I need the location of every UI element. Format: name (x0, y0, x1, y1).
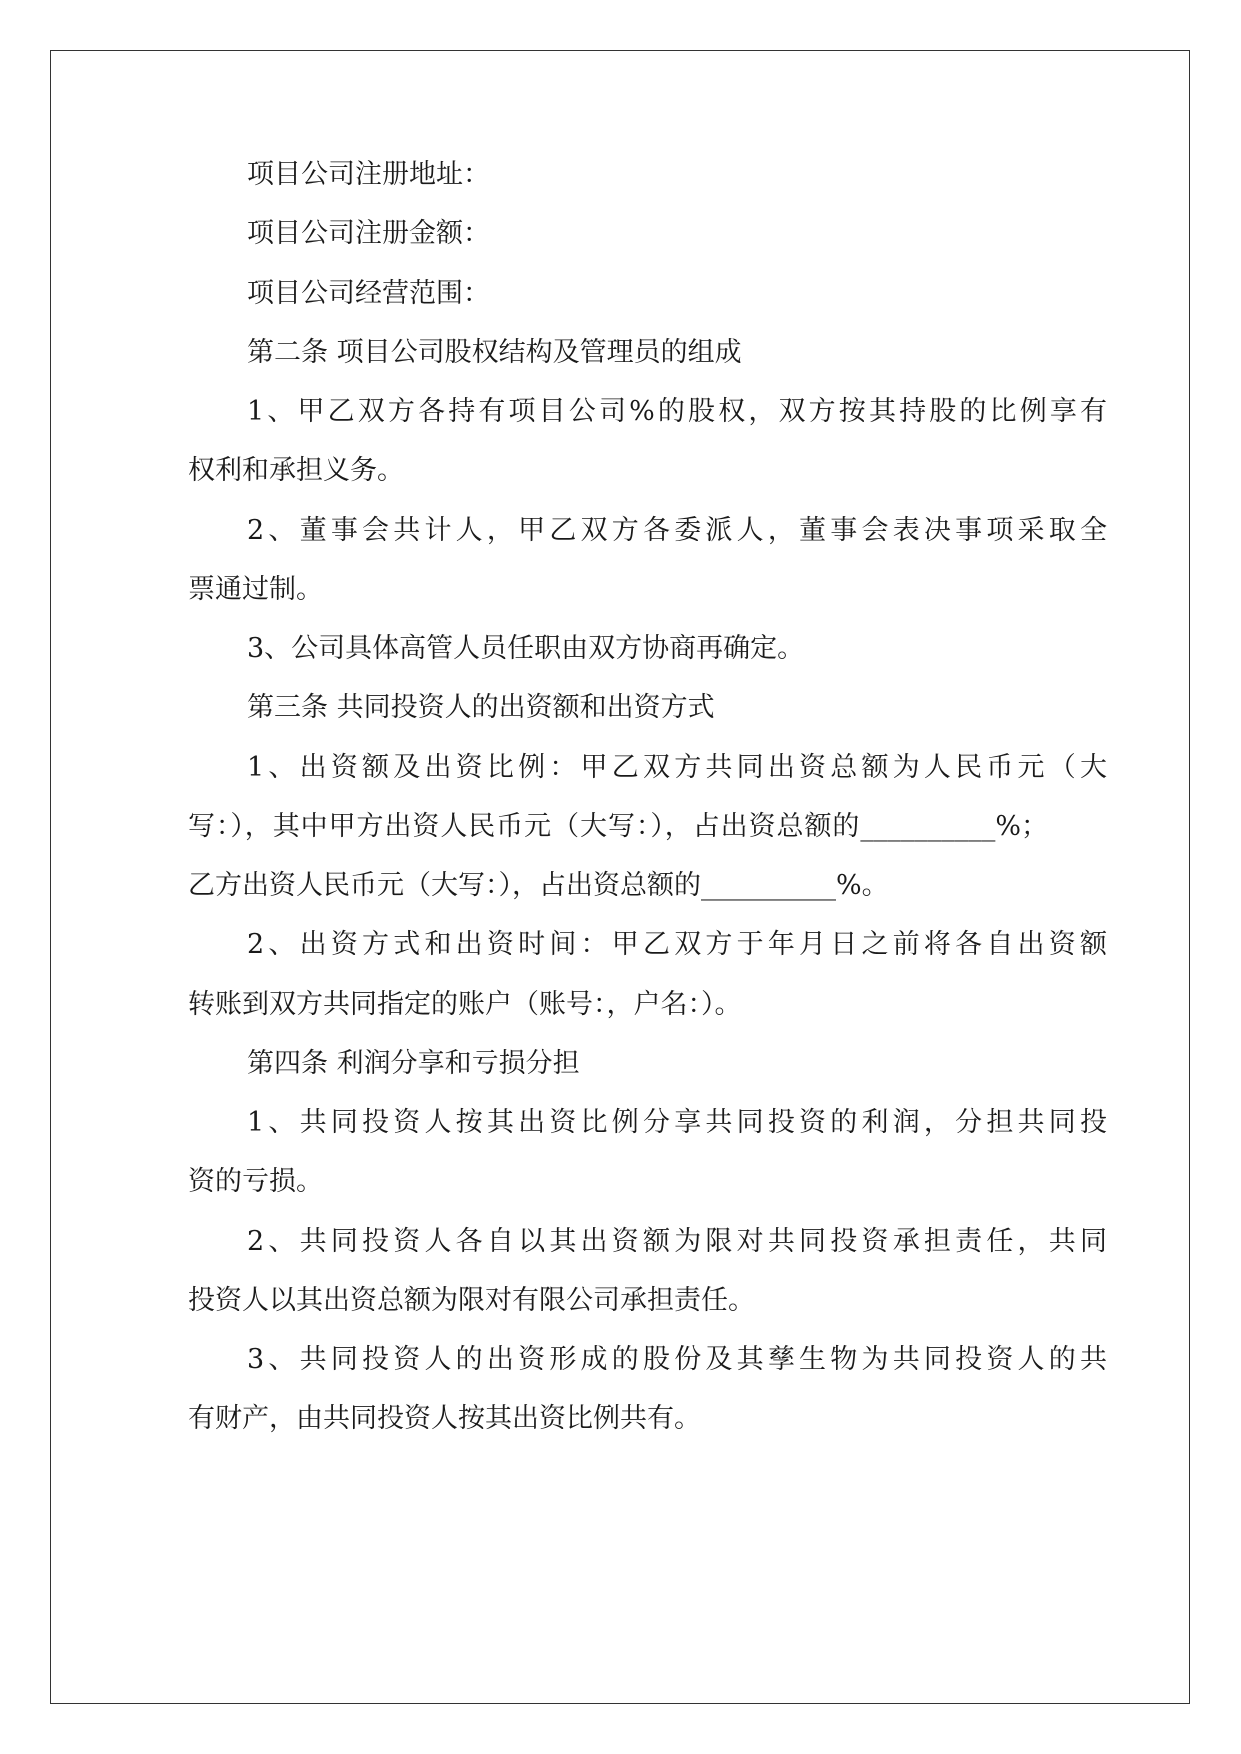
article-3-clause-1-cont-2: 乙方出资人民币元（大写：），占出资总额的__________%。 (188, 870, 889, 901)
company-scope-line: 项目公司经营范围： (247, 278, 490, 309)
company-capital-line: 项目公司注册金额： (247, 218, 490, 249)
article-2-clause-1: 1、甲乙双方各持有项目公司%的股权，双方按其持股的比例享有 (247, 396, 1107, 427)
article-3-clause-2-cont: 转账到双方共同指定的账户（账号：，户名：）。 (188, 989, 742, 1020)
article-4-clause-3-cont: 有财产，由共同投资人按其出资比例共有。 (188, 1403, 701, 1434)
article-2-clause-3: 3、公司具体高管人员任职由双方协商再确定。 (247, 633, 805, 664)
article-3-clause-2: 2、出资方式和出资时间：甲乙双方于年月日之前将各自出资额 (247, 929, 1107, 960)
article-3-clause-1-cont: 写：），其中甲方出资人民币元（大写：），占出资总额的__________%； (188, 811, 1048, 842)
article-2-clause-2: 2、董事会共计人，甲乙双方各委派人，董事会表决事项采取全 (247, 515, 1107, 546)
article-3-clause-1: 1、出资额及出资比例：甲乙双方共同出资总额为人民币元（大 (247, 752, 1107, 783)
company-address-line: 项目公司注册地址： (247, 159, 490, 190)
article-4-clause-1-cont: 资的亏损。 (188, 1166, 323, 1197)
article-2-clause-1-cont: 权利和承担义务。 (188, 455, 404, 486)
article-4-clause-2-cont: 投资人以其出资总额为限对有限公司承担责任。 (188, 1285, 755, 1316)
article-4-clause-3: 3、共同投资人的出资形成的股份及其孳生物为共同投资人的共 (247, 1344, 1107, 1375)
article-4-heading: 第四条 利润分享和亏损分担 (247, 1048, 580, 1079)
article-3-heading: 第三条 共同投资人的出资额和出资方式 (247, 692, 715, 723)
article-2-heading: 第二条 项目公司股权结构及管理员的组成 (247, 337, 742, 368)
article-4-clause-2: 2、共同投资人各自以其出资额为限对共同投资承担责任，共同 (247, 1226, 1107, 1257)
article-2-clause-2-cont: 票通过制。 (188, 574, 323, 605)
article-4-clause-1: 1、共同投资人按其出资比例分享共同投资的利润，分担共同投 (247, 1107, 1107, 1138)
